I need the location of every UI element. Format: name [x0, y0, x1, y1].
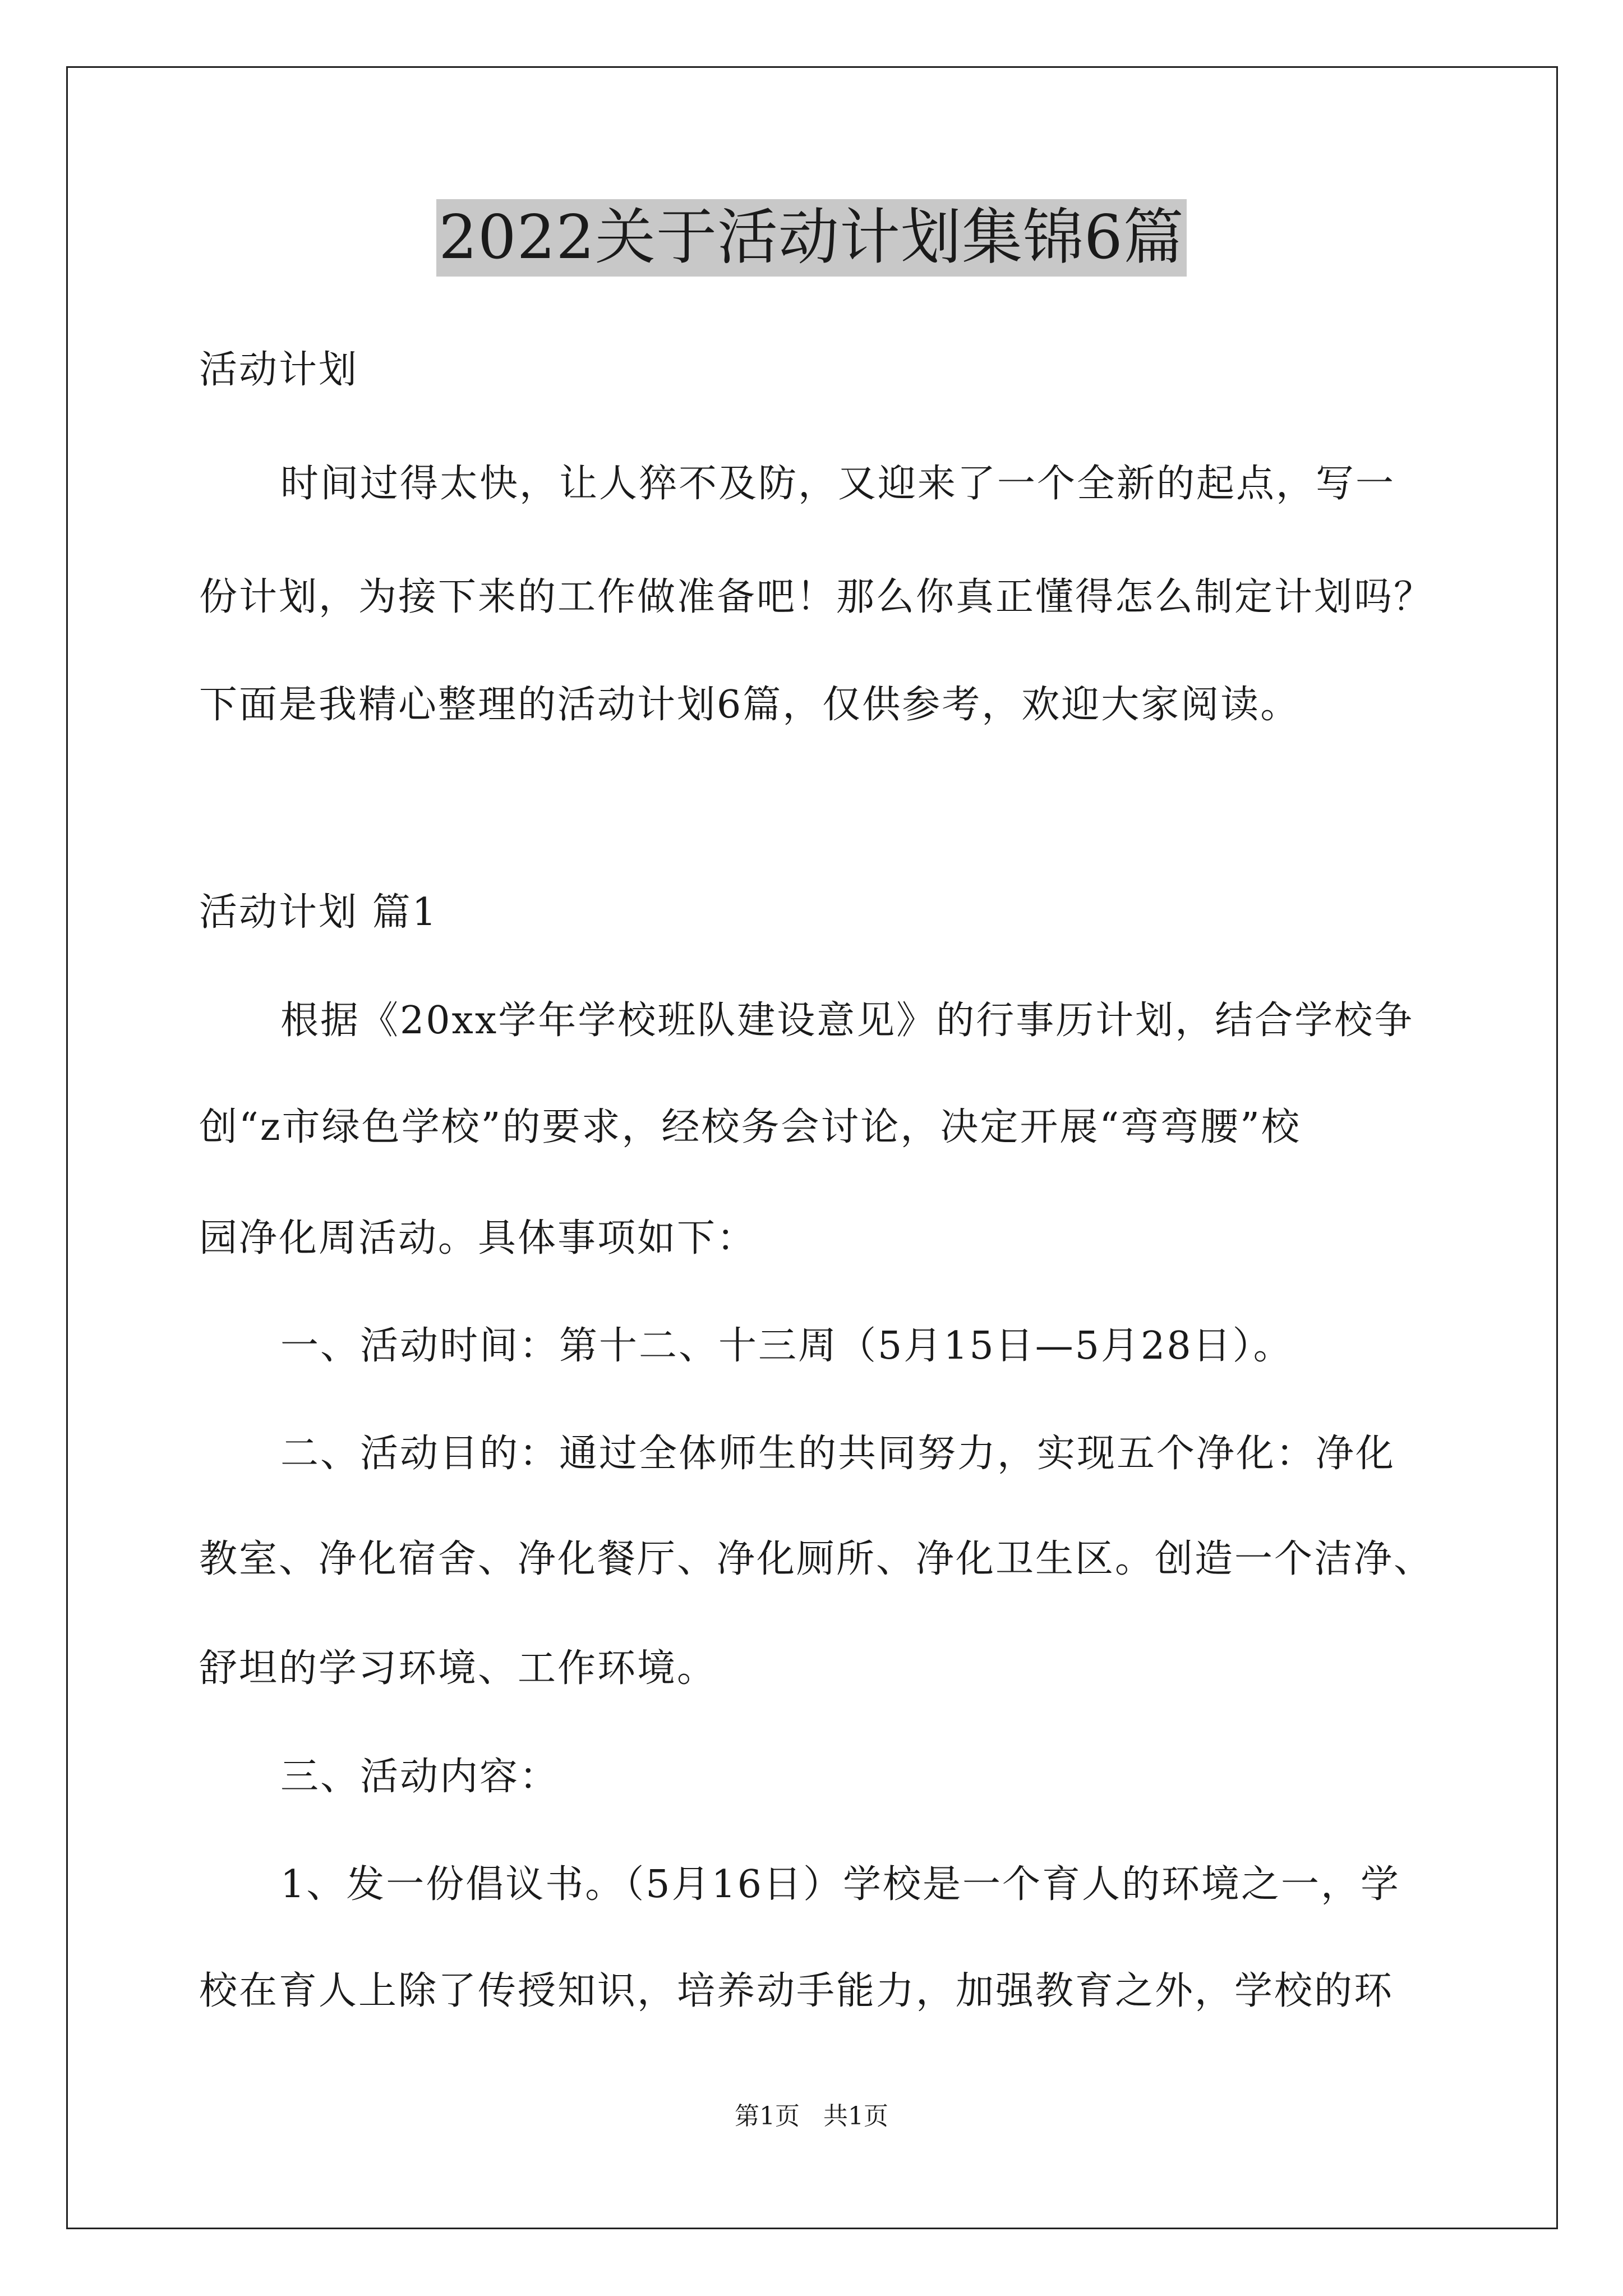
paragraph-line: 创“z市绿色学校”的要求，经校务会讨论，决定开展“弯弯腰”校 — [199, 1105, 1301, 1149]
paragraph-line: 教室、净化宿舍、净化餐厅、净化厕所、净化卫生区。创造一个洁净、 — [199, 1537, 1434, 1581]
paragraph-line: 1、发一份倡议书。（5月16日）学校是一个育人的环境之一，学 — [280, 1862, 1401, 1907]
paragraph-line: 时间过得太快，让人猝不及防，又迎来了一个全新的起点，写一 — [280, 462, 1396, 506]
paragraph-line: 舒坦的学习环境、工作环境。 — [199, 1646, 717, 1691]
paragraph-line: 二、活动目的：通过全体师生的共同努力，实现五个净化：净化 — [280, 1432, 1396, 1476]
paragraph-line: 下面是我精心整理的活动计划6篇，仅供参考，欢迎大家阅读。 — [199, 683, 1301, 727]
paragraph-line: 三、活动内容： — [280, 1755, 560, 1799]
paragraph-line: 园净化周活动。具体事项如下： — [199, 1216, 757, 1260]
paragraph-line: 校在育人上除了传授知识，培养动手能力，加强教育之外，学校的环 — [199, 1969, 1394, 2013]
section-heading: 活动计划 — [199, 348, 359, 392]
paragraph-line: 根据《20xx学年学校班队建设意见》的行事历计划，结合学校争 — [280, 999, 1414, 1043]
paragraph-line: 份计划，为接下来的工作做准备吧！那么你真正懂得怎么制定计划吗？ — [199, 575, 1434, 619]
section-heading: 活动计划 篇1 — [199, 890, 438, 935]
page-footer: 第1页 共1页 — [735, 2102, 888, 2131]
paragraph-line: 一、活动时间：第十二、十三周（5月15日—5月28日）。 — [280, 1324, 1293, 1368]
document-title — [0, 199, 1623, 277]
document-title-text: 2022关于活动计划集锦6篇 — [436, 199, 1187, 277]
